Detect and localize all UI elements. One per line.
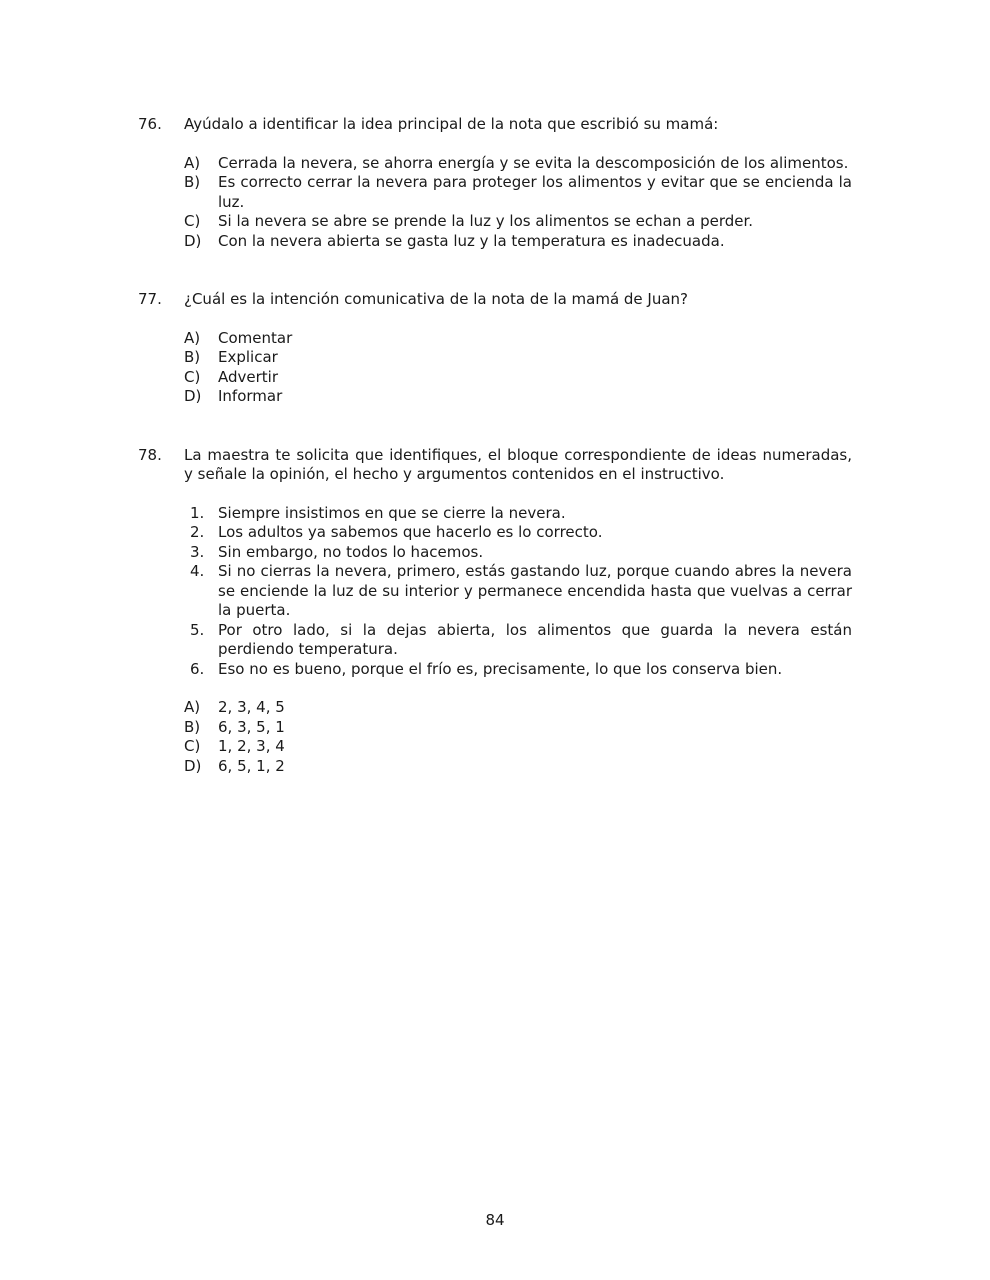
idea-item-2 (184, 523, 852, 543)
answer-option-d (184, 757, 852, 777)
idea-text: Eso no es bueno, porque el frío es, precisamente, lo que los conserva bien. (218, 659, 783, 678)
option-text: Advertir (218, 367, 279, 386)
option-text: Cerrada la nevera, se ahorra energía y se evita la descomposición de los alimentos. (218, 153, 849, 172)
question-77 (138, 290, 852, 407)
answer-option-a (184, 154, 852, 174)
idea-number: 2. (190, 523, 205, 541)
numbered-ideas (184, 504, 852, 680)
question-text: ¿Cuál es la intención comunicativa de la nota de la mamá de Juan? (184, 290, 689, 308)
document-body (138, 115, 852, 776)
answer-option-b (184, 348, 852, 368)
option-letter: D) (184, 231, 202, 250)
option-text: Explicar (218, 348, 278, 366)
question-text: Ayúdalo a identificar la idea principal de la nota que escribió su mamá: (184, 115, 719, 133)
answer-option-a (184, 329, 852, 349)
idea-item-3 (184, 543, 852, 563)
option-text: Si la nevera se abre se prende la luz y los alimentos se echan a perder. (218, 212, 754, 230)
question-76 (138, 115, 852, 251)
idea-item-4 (184, 562, 852, 621)
answer-option-c (184, 212, 852, 232)
question-stem (138, 115, 852, 135)
option-letter: A) (184, 153, 201, 172)
option-letter: D) (184, 387, 202, 405)
answer-option-b (184, 173, 852, 212)
idea-number: 1. (190, 503, 205, 522)
page-number: 84 (485, 1211, 505, 1229)
option-text: Es correcto cerrar la nevera para proteger los alimentos y evitar que se encienda la luz. (218, 173, 852, 211)
answer-options (184, 154, 852, 252)
answer-option-c (184, 368, 852, 388)
option-letter: C) (184, 212, 201, 230)
idea-number: 6. (190, 659, 205, 678)
answer-option-d (184, 387, 852, 407)
idea-item-5 (184, 621, 852, 660)
answer-option-c (184, 737, 852, 757)
option-text: 1, 2, 3, 4 (218, 737, 285, 755)
idea-text: Siempre insistimos en que se cierre la nevera. (218, 503, 566, 522)
option-text: 2, 3, 4, 5 (218, 698, 285, 716)
idea-number: 4. (190, 562, 205, 580)
idea-item-1 (184, 504, 852, 524)
option-letter: C) (184, 737, 201, 755)
answer-options (184, 329, 852, 407)
idea-text: Los adultos ya sabemos que hacerlo es lo correcto. (218, 523, 603, 541)
idea-item-6 (184, 660, 852, 680)
question-number: 76. (138, 115, 162, 133)
idea-number: 5. (190, 620, 205, 639)
idea-text: Si no cierras la nevera, primero, estás gastando luz, porque cuando abres la nevera se enciende la luz de su interior y permanece encendida hasta que vuelvas a cerrar la puerta. (218, 562, 852, 619)
answer-options (184, 698, 852, 776)
question-stem (138, 446, 852, 485)
question-stem (138, 290, 852, 310)
idea-number: 3. (190, 542, 205, 561)
option-letter: C) (184, 367, 201, 386)
question-text: La maestra te solicita que identifiques, el bloque correspondiente de ideas numeradas, y señale la opinión, el hecho y argumentos contenidos en el instructivo. (184, 445, 852, 483)
option-letter: B) (184, 348, 201, 366)
answer-option-b (184, 718, 852, 738)
answer-option-a (184, 698, 852, 718)
option-text: 6, 5, 1, 2 (218, 756, 285, 775)
option-letter: D) (184, 756, 202, 775)
option-letter: A) (184, 698, 201, 716)
answer-option-d (184, 232, 852, 252)
option-letter: B) (184, 173, 201, 191)
question-number: 77. (138, 290, 162, 308)
question-78 (138, 446, 852, 777)
option-text: 6, 3, 5, 1 (218, 717, 285, 736)
option-text: Informar (218, 387, 283, 405)
option-letter: B) (184, 717, 201, 736)
option-letter: A) (184, 328, 201, 347)
option-text: Con la nevera abierta se gasta luz y la temperatura es inadecuada. (218, 231, 725, 250)
question-number: 78. (138, 445, 162, 464)
idea-text: Por otro lado, si la dejas abierta, los alimentos que guarda la nevera están perdiendo temperatura. (218, 620, 852, 658)
option-text: Comentar (218, 328, 293, 347)
idea-text: Sin embargo, no todos lo hacemos. (218, 542, 484, 561)
